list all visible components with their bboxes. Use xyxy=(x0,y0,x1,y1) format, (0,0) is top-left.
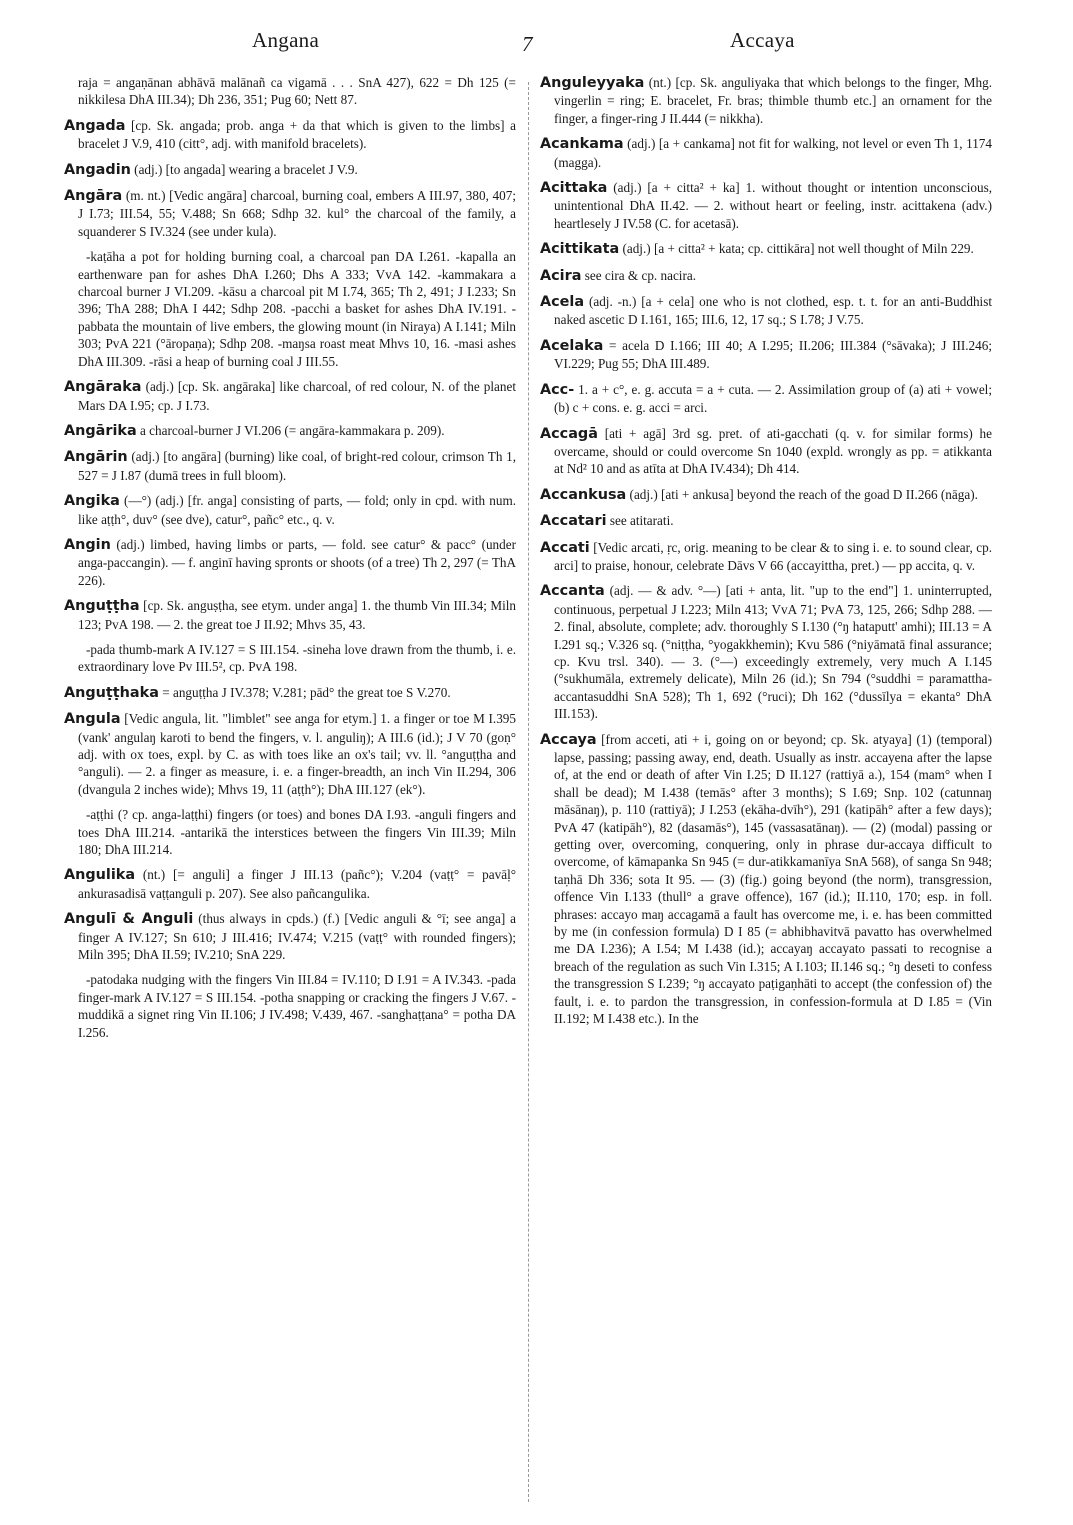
entry-definition: (adj. -n.) [a + cela] one who is not clothed, esp. t. t. for an anti-Buddhist naked ascetic D I.161, 165; III.6, 12, 17 sq.; S I.78; J V.75. xyxy=(554,294,992,328)
dictionary-entry xyxy=(64,74,516,109)
entry-headword: Acc- xyxy=(540,381,575,398)
entry-definition: [cp. Sk. anguṣṭha, see etym. under anga] 1. the thumb Vin III.34; Miln 123; PvA 198. — 2. the great toe J II.92; Mhvs 35, 43. xyxy=(78,598,517,632)
dictionary-entry xyxy=(540,539,992,575)
entry-definition: (nt.) [= anguli] a finger J III.13 (pañc°); V.204 (vaṭṭ° = pavāḷ° ankurasadisā vaṭṭanguli p. 207). See also pañcangulika. xyxy=(78,867,517,901)
dictionary-entry xyxy=(540,731,992,1028)
entry-definition: 1. a + c°, e. g. accuta = a + cuta. — 2. Assimilation group of (a) ati + vowel; (b) c + cons. e. g. acci = arci. xyxy=(554,381,993,416)
entry-headword: Accati xyxy=(540,539,590,556)
entry-definition: [Vedic arcati, ṛc, orig. meaning to be clear & to sing i. e. to sound clear, cp. arci] to praise, honour, celebrate Dāvs V 66 (accayittha, pret.) — pp accita, q. v. xyxy=(554,539,992,573)
left-column xyxy=(64,74,516,1049)
entry-definition: (adj.) [a + citta² + kata; cp. cittikāra] not well thought of Miln 229. xyxy=(622,241,974,257)
dictionary-entry xyxy=(64,117,516,153)
entry-headword: Accankusa xyxy=(540,486,627,503)
entry-definition: see cira & cp. nacira. xyxy=(584,267,697,283)
dictionary-entry xyxy=(64,422,516,440)
entry-definition: (adj.) [a + citta² + ka] 1. without thought or intention unconscious, unintentional DhA II.42. — 2. without heart or feeling, instr. acittakena (adv.) heartlesely J IV.58 (C. for acetasā). xyxy=(554,180,992,231)
entry-definition: (adj.) limbed, having limbs or parts, — fold. see catur° & pacc° (under anga-paccangin). — f. anginī having spronts or shoots (of a tree) Th 2, 297 (= ThA 226). xyxy=(78,536,516,588)
entry-headword: Anguṭṭha xyxy=(64,598,140,615)
entry-headword: Accaya xyxy=(540,731,597,748)
dictionary-entry xyxy=(64,684,516,702)
dictionary-entry xyxy=(64,492,516,528)
entry-definition: (adj.) [a + cankama] not fit for walking, not level or even Th 1, 1174 (magga). xyxy=(554,136,992,170)
entry-definition: = anguṭṭha J IV.378; V.281; pād° the great toe S V.270. xyxy=(162,684,451,700)
entry-headword: Acelaka xyxy=(540,337,604,354)
dictionary-entry xyxy=(540,179,992,232)
entry-definition: (adj.) [ati + ankusa] beyond the reach of the goad D II.266 (nāga). xyxy=(629,486,978,502)
dictionary-entry xyxy=(540,240,992,258)
entry-headword: Anguṭṭhaka xyxy=(64,684,159,701)
entry-compounds: -patodaka nudging with the fingers Vin III.84 = IV.110; D I.91 = A IV.343. -pada finger-mark A IV.127 = S III.154. -potha snapping or cracking the fingers J V.67. -muddikā a signet ring Vin II.106; J IV.498; V.439, 467. -sanghaṭṭana° = potha DA I.256. xyxy=(78,972,516,1040)
entry-headword: Angulika xyxy=(64,867,136,884)
entry-headword: Angāra xyxy=(64,188,123,205)
entry-definition: (thus always in cpds.) (f.) [Vedic anguli & °ī; see anga] a finger A IV.127; Sn 610; J III.416; IV.474; V.215 (vaṭṭ° with rounded fingers); Miln 395; DhA II.59; IV.210; SnA 229. xyxy=(78,911,516,963)
entry-definition: (adj.) [to angāra] (burning) like coal, of bright-red colour, crimson Th 1, 527 = J I.87 (dumā trees in full bloom). xyxy=(78,449,516,483)
header-left-guideword: Angana xyxy=(252,28,320,52)
column-divider xyxy=(528,82,529,1502)
dictionary-entry xyxy=(540,582,992,722)
entry-headword: Angārin xyxy=(64,449,128,466)
entry-compounds: -kaṭāha a pot for holding burning coal, a charcoal pan DA I.261. -kapalla an earthenware pan for ashes DhA I.260; Dhs A 333; VvA 142. -kammakara a charcoal burner J VI.209. -kāsu a charcoal pit M I.74, 365; Th 2, 491; J I.233; Sn 396; ThA 288; DhA I 442; Sdhp 208. -pacchi a basket for ashes DhA IV.191. -pabbata the mountain of live embers, the glowing mount (in Niraya) A I.141; Miln 303; PvA 221 (°āropaṇa); Sdhp 208. -maŋsa roast meat Mhvs 10, 16. -masi ashes DhA III.309. -rāsi a heap of burning coal J III.55. xyxy=(78,249,516,369)
running-header xyxy=(0,28,1073,62)
dictionary-entry xyxy=(64,448,516,484)
entry-headword: Accagā xyxy=(540,425,598,442)
dictionary-entry xyxy=(64,597,516,633)
entry-headword: Acela xyxy=(540,294,585,311)
dictionary-entry xyxy=(540,486,992,504)
entry-headword: Angin xyxy=(64,536,111,553)
entry-headword: Acankama xyxy=(540,136,624,153)
dictionary-entry xyxy=(64,378,516,414)
dictionary-entry xyxy=(540,425,992,478)
entry-compounds: -aṭṭhi (? cp. anga-laṭṭhi) fingers (or toes) and bones DA I.93. -anguli fingers and toes DhA III.214. -antarikā the interstices between the fingers Vin III.39; Miln 180; DhA III.214. xyxy=(78,807,516,858)
entry-definition: (adj.) [to angada] wearing a bracelet J V.9. xyxy=(134,161,358,177)
entry-headword: Angāraka xyxy=(64,379,142,396)
dictionary-entry xyxy=(540,512,992,530)
entry-definition: = acela D I.166; III 40; A I.295; II.206; III.384 (°sāvaka); J III.246; VI.229; Pug 55; DhA III.489. xyxy=(554,337,993,372)
entry-headword: Acittaka xyxy=(540,180,608,197)
dictionary-entry xyxy=(64,710,516,798)
entry-compounds: -pada thumb-mark A IV.127 = S III.154. -sineha love drawn from the thumb, i. e. extraordinary love Pv III.5², cp. PvA 198. xyxy=(78,641,516,675)
dictionary-entry xyxy=(540,267,992,285)
entry-headword: Accatari xyxy=(540,513,607,530)
entry-definition: see atitarati. xyxy=(609,513,674,529)
dictionary-entry xyxy=(64,866,516,902)
entry-headword: Angada xyxy=(64,117,126,134)
entry-definition: (adj. — & adv. °—) [ati + anta, lit. "up to the end"] 1. uninterrupted, continuous, perpetual J I.223; Miln 413; VvA 71; PvA 73, 125, 266; Sdhp 288. — 2. final, absolute, complete; adv. thoroughly S I.130 (°ŋ hataputt' amhi); III.13 = A I.291 sq.; V.326 sq. (°niṭṭha, °yogakkhemin); Kvu 586 (°niyāmatā final assurance; cp. Kvu trsl. 340). — 3. (°—) exceedingly extremely, very much A I.145 (°sukhumāla, extremely delicate), Miln 26 (id.); Sn 794 (°suddhi = paramattha-accantasuddhi SnA 528); Th 1, 692 (°ruci); Dh 162 (°dussīlya = ekanta° DhA III.153). xyxy=(554,583,992,722)
page-number: 7 xyxy=(522,32,533,56)
dictionary-entry xyxy=(540,74,992,127)
right-column xyxy=(540,74,992,1036)
entry-definition: (—°) (adj.) [fr. anga] consisting of parts, — fold; only in cpd. with num. like aṭṭh°, duv° (see dve), catur°, pañc° etc., q. v. xyxy=(78,493,517,527)
entry-definition: [ati + agā] 3rd sg. pret. of ati-gacchati (q. v. for similar forms) he overcame, should or could overcome Sn 1040 (expld. wrongly as pp. = atikkanta at Nd² 10 and as atīta at DhA IV.434); Dh 414. xyxy=(554,425,993,477)
entry-definition: a charcoal-burner J VI.206 (= angāra-kammakara p. 209). xyxy=(140,422,445,438)
entry-headword: Acittikata xyxy=(540,241,620,258)
dictionary-entry xyxy=(540,135,992,171)
entry-definition: (nt.) [cp. Sk. anguliyaka that which belongs to the finger, Mhg. vingerlin = ring; E. bracelet, Fr. bras; thimble thumb etc.] an ornament for the finger, a finger-ring J II.444 (= nikkha). xyxy=(554,75,993,126)
entry-headword: Angadin xyxy=(64,161,131,178)
entry-definition: [Vedic angula, lit. "limblet" see anga for etym.] 1. a finger or toe M I.395 (vank' angulaŋ karoti to bend the fingers, v. l. anguliŋ); A III.6 (id.); J V 70 (goṇ° adj. with ox toes, expl. by C. as with toes like an ox's tail; vv. ll. °anguṭṭha and °anguli). — 2. a finger as measure, i. e. a finger-breadth, an inch Vin II.294, 306 (dvangula 2 inches wide); Mhvs 19, 11 (aṭṭh°); DhA III.127 (ek°). xyxy=(78,711,516,797)
header-right-guideword: Accaya xyxy=(730,28,795,52)
dictionary-entry xyxy=(540,381,992,417)
entry-definition: raja = angaṇānan abhāvā malānañ ca vigamā . . . SnA 427), 622 = Dh 125 (= nikkilesa DhA III.34); Dh 236, 351; Pug 60; Nett 87. xyxy=(78,75,516,108)
entry-headword: Angārika xyxy=(64,422,137,439)
dictionary-entry xyxy=(64,187,516,240)
entry-headword: Acira xyxy=(540,267,582,284)
dictionary-entry xyxy=(64,536,516,589)
entry-definition: [from acceti, ati + i, going on or beyond; cp. Sk. atyaya] (1) (temporal) lapse, passing; passing away, end, death. Usually as instr. accayena after the lapse of, at the end or death of after Vin I.25; D II.127 (rattiyā a.), 154 (mam° when I shall be dead); M I.438 (temās° after 3 months); S I.69; Snp. 102 (catunnaŋ māsānaŋ), p. 110 (rattiyā); J I.253 (ekāha-dvīh°), 291 (katipāh° after a few days); PvA 47 (katipāh°), 82 (dasamās°), 145 (vassasatānaŋ). — (2) (modal) passing or getting over, overcoming, conquering, only in phrase dur-accaya difficult to overcome, of kāmapanka Sn 945 (= dur-atikkamanīya SnA 568), of sanga Sn 948; taṇhā Dh 336; sota It 95. — (3) (fig.) going beyond (the norm), transgression, offence Vin I.133 (thull° a grave offence), 167 (id.); II.110, 170; esp. in foll. phrases: accayo maŋ accagamā a fault has overcome me, i. e. has been committed by me (in confession formula) D I 85 (= abhibhavitvā pavatto has overwhelmed me DA I.236); A I.54; M I.438 (id.); accayaŋ accayato passati to recognise a breach of the regulation as such Vin I.315; A I.103; II.146 sq.; °ŋ deseti to confess the transgression S I.239; °ŋ accayato paṭigaṇhāti to accept (the confession of) the fault, i. e. to pardon the transgression, in confession-formula at D I.85 = (Vin II.192; M I.438 etc.). In the xyxy=(554,731,992,1027)
entry-headword: Accanta xyxy=(540,583,605,600)
entry-headword: Angula xyxy=(64,711,121,728)
dictionary-entry xyxy=(64,910,516,963)
entry-headword: Angika xyxy=(64,493,120,510)
entry-definition: (adj.) [cp. Sk. angāraka] like charcoal, of red colour, N. of the planet Mars DA I.95; cp. J I.73. xyxy=(78,379,517,413)
dictionary-entry xyxy=(540,293,992,329)
entry-definition: (m. nt.) [Vedic angāra] charcoal, burning coal, embers A III.97, 380, 407; J I.73; III.54, 55; V.488; Sn 668; Sdhp 32. kul° the charcoal of the family, a squanderer S IV.324 (see under kula). xyxy=(78,188,516,239)
dictionary-entry xyxy=(64,161,516,179)
entry-definition: [cp. Sk. angada; prob. anga + da that which is given to the limbs] a bracelet J V.9, 410 (citt°, adj. with manifold bracelets). xyxy=(78,117,517,152)
entry-headword: Angulī & Anguli xyxy=(64,911,194,928)
entry-headword: Anguleyyaka xyxy=(540,75,645,91)
dictionary-entry xyxy=(540,337,992,373)
